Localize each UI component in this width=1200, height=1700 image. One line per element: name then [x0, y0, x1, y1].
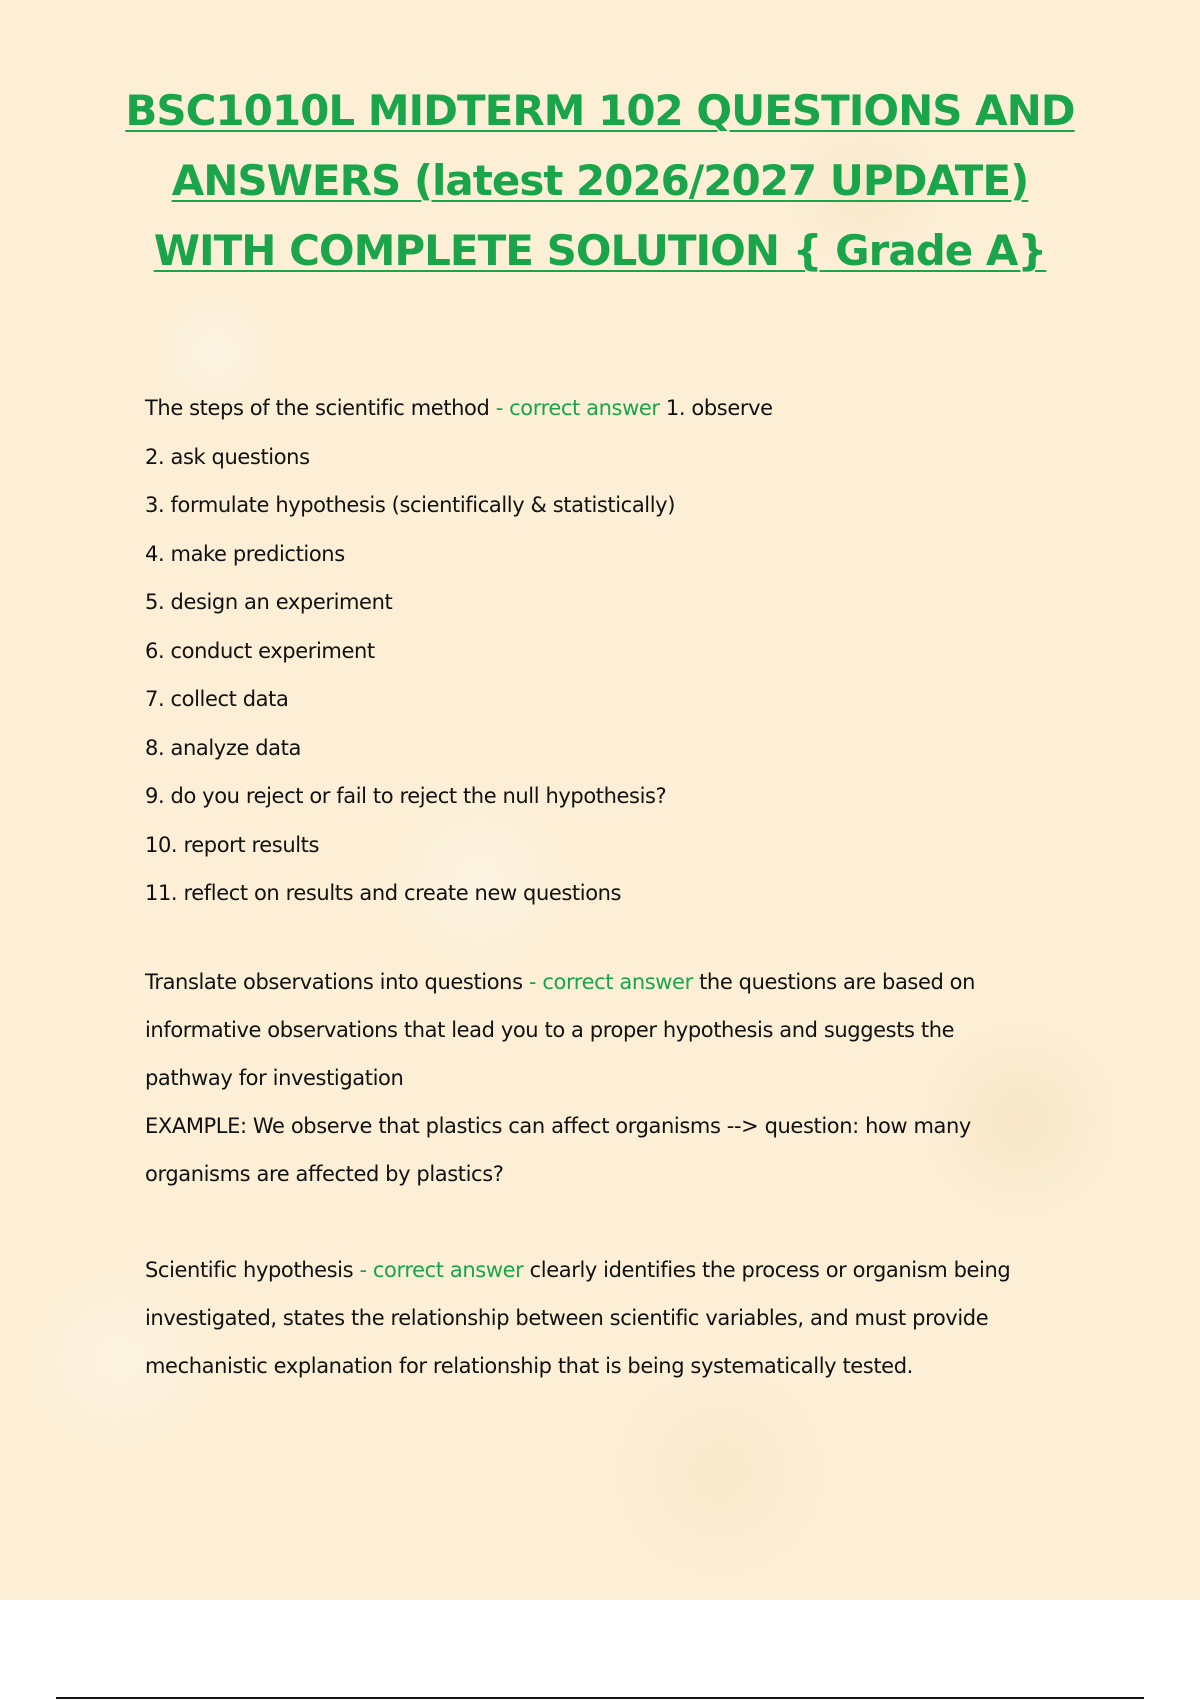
answer-line: 8. analyze data	[145, 735, 301, 760]
qa-block-translate-observations	[145, 958, 1085, 1198]
title-line-2: ANSWERS (latest 2026/2027 UPDATE)	[171, 156, 1029, 205]
qa-line	[145, 1246, 1085, 1294]
answer-text: 1. observe	[665, 396, 773, 420]
answer-line: informative observations that lead you to a proper hypothesis and suggests the	[145, 1018, 955, 1042]
answer-line: 11. reflect on results and create new questions	[145, 881, 622, 905]
answer-line: 4. make predictions	[145, 541, 345, 566]
qa-line	[145, 384, 1085, 433]
correct-answer-separator: - correct answer	[528, 970, 693, 994]
question-text: Translate observations into questions	[145, 970, 523, 994]
answer-line: organisms are affected by plastics?	[145, 1162, 504, 1186]
qa-block-scientific-hypothesis	[145, 1246, 1085, 1390]
answer-line: EXAMPLE: We observe that plastics can affect organisms --> question: how many	[145, 1114, 971, 1138]
answer-line: investigated, states the relationship between scientific variables, and must provide	[145, 1306, 989, 1330]
qa-line	[145, 958, 1085, 1006]
footer-divider	[56, 1697, 1144, 1699]
answer-line: 7. collect data	[145, 687, 289, 711]
title-line-3: WITH COMPLETE SOLUTION { Grade A}	[153, 226, 1047, 275]
answer-line: mechanistic explanation for relationship that is being systematically tested.	[145, 1354, 913, 1378]
answer-line: 3. formulate hypothesis (scientifically & statistically)	[145, 493, 675, 517]
title-line-1: BSC1010L MIDTERM 102 QUESTIONS AND	[125, 86, 1075, 135]
question-text: The steps of the scientific method	[145, 396, 490, 420]
answer-line: pathway for investigation	[145, 1066, 404, 1090]
document-title	[100, 76, 1100, 286]
answer-text: clearly identifies the process or organism being	[529, 1258, 1011, 1282]
correct-answer-separator: - correct answer	[359, 1258, 524, 1282]
answer-line: 10. report results	[145, 832, 320, 857]
question-text: Scientific hypothesis	[145, 1258, 354, 1282]
answer-line: 9. do you reject or fail to reject the null hypothesis?	[145, 784, 667, 808]
answer-line: 6. conduct experiment	[145, 638, 375, 663]
answer-line: 5. design an experiment	[145, 590, 393, 614]
qa-block-scientific-method	[145, 384, 1085, 918]
correct-answer-separator: - correct answer	[495, 396, 660, 420]
answer-line: 2. ask questions	[145, 444, 310, 469]
answer-text: the questions are based on	[699, 970, 976, 994]
